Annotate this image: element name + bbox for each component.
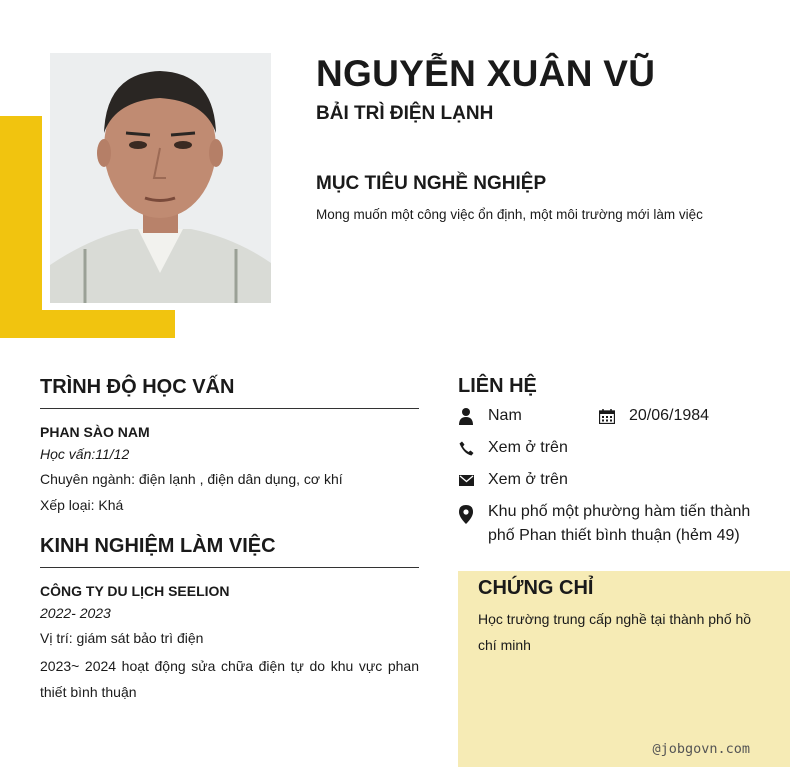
candidate-name: NGUYỄN XUÂN VŨ: [316, 53, 656, 94]
accent-bar: [0, 310, 175, 338]
contact-phone-value: Xem ở trên: [488, 439, 568, 456]
accent-block: [0, 116, 42, 338]
certificates-section: [458, 571, 790, 767]
education-school: PHAN SÀO NAM: [40, 424, 150, 440]
education-major: Chuyên ngành: điện lạnh , điện dân dụng, cơ khí: [40, 471, 343, 487]
phone-icon: [458, 436, 474, 460]
certificates-title: CHỨNG CHỈ: [478, 577, 594, 599]
experience-company: CÔNG TY DU LỊCH SEELION: [40, 583, 230, 599]
profile-photo: [50, 53, 271, 303]
objective-title: MỤC TIÊU NGHỀ NGHIỆP: [316, 173, 547, 194]
calendar-icon: [599, 404, 615, 428]
person-icon: [458, 404, 474, 428]
experience-detail: 2023~ 2024 hoạt động sửa chữa điện tự do khu vực phan thiết bình thuận: [40, 658, 419, 700]
contact-birthday-value: 20/06/1984: [629, 407, 710, 424]
experience-section: [40, 532, 419, 705]
contact-address: [458, 500, 778, 548]
education-level: Học vấn:11/12: [40, 446, 130, 462]
education-section: [40, 373, 419, 516]
contact-email-value: Xem ở trên: [488, 471, 568, 488]
left-column: [40, 373, 419, 705]
contact-email: [458, 468, 568, 492]
experience-position: Vị trí: giám sát bảo trì điện: [40, 630, 204, 646]
experience-title: KINH NGHIỆM LÀM VIỆC: [40, 532, 419, 568]
watermark: @jobgovn.com: [652, 741, 750, 757]
mail-icon: [458, 468, 474, 492]
contact-address-value: Khu phố một phường hàm tiến thành phố Phan thiết bình thuận (hẻm 49): [488, 503, 751, 544]
contact-birthday: [599, 404, 709, 428]
education-rank: Xếp loại: Khá: [40, 497, 124, 513]
contact-gender: [458, 404, 522, 428]
location-pin-icon: [458, 500, 474, 528]
education-title: TRÌNH ĐỘ HỌC VẤN: [40, 373, 419, 409]
contact-phone: [458, 436, 568, 460]
contact-gender-value: Nam: [488, 407, 522, 424]
objective-text: Mong muốn một công việc ổn định, một môi trường mới làm việc: [316, 207, 703, 222]
certificates-text: Học trường trung cấp nghề tại thành phố hồ chí minh: [478, 611, 752, 653]
experience-period: 2022- 2023: [40, 605, 111, 621]
contact-title: LIÊN HỆ: [458, 375, 537, 397]
job-title: BẢI TRÌ ĐIỆN LẠNH: [316, 103, 494, 124]
